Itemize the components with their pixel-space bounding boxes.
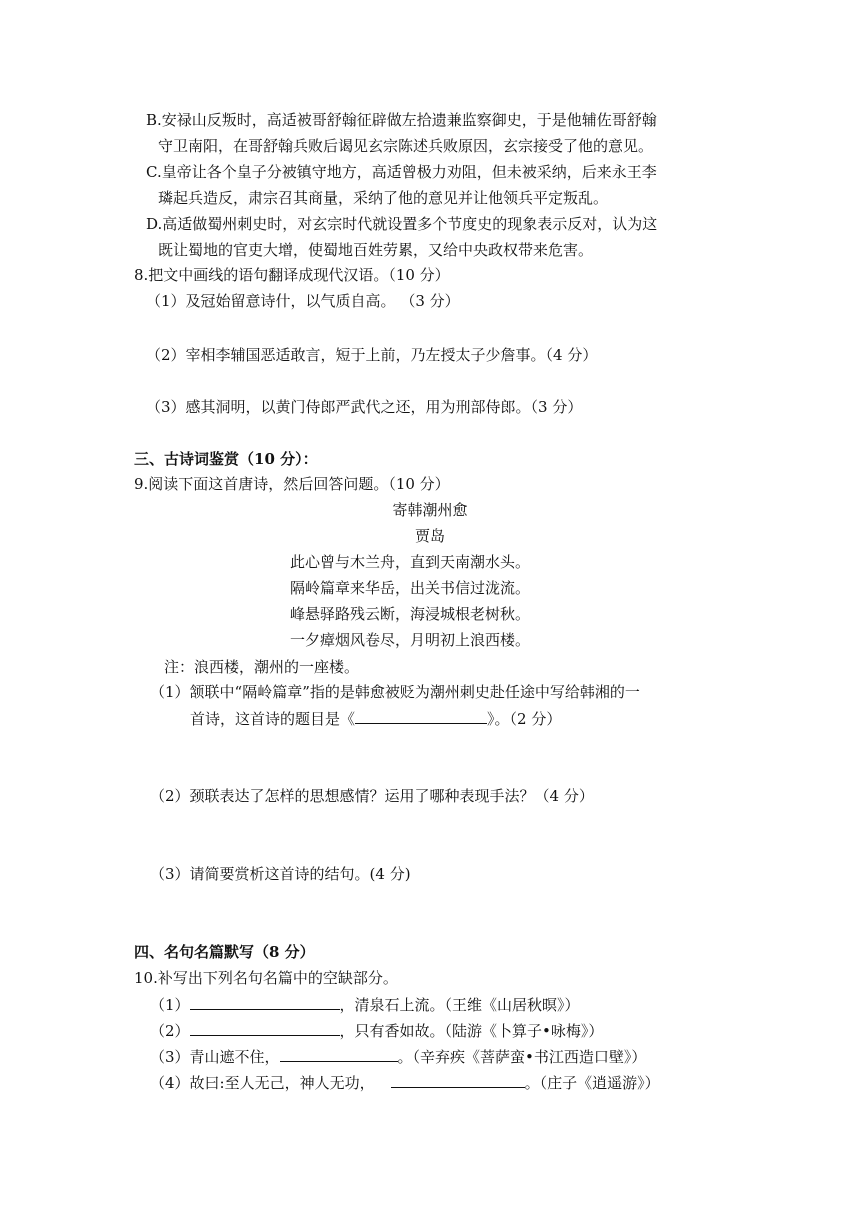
section-4-heading: 四、名句名篇默写（8 分） — [134, 943, 315, 961]
question-9-sub-1-line-1: （1）颔联中“隔岭篇章”指的是韩愈被贬为潮州刺史赴任途中写给韩湘的一 — [150, 683, 640, 701]
option-b-line-1: B.安禄山反叛时，高适被哥舒翰征辟做左拾遗兼监察御史，于是他辅佐哥舒翰 — [146, 111, 657, 129]
option-b-line-2: 守卫南阳，在哥舒翰兵败后谒见玄宗陈述兵败原因，玄宗接受了他的意见。 — [158, 137, 654, 155]
sub-1-text-before: 首诗，这首诗的题目是《 — [190, 710, 356, 728]
answer-blank-2[interactable] — [190, 1020, 340, 1036]
question-9-sub-2: （2）颈联表达了怎样的思想感情？运用了哪种表现手法？（4 分） — [150, 787, 594, 805]
question-9-sub-1-line-2 — [190, 708, 561, 729]
fill-item-4-prefix: （4）故曰:至人无己，神人无功， — [150, 1074, 375, 1092]
answer-blank-4[interactable] — [391, 1072, 525, 1088]
question-8-stem: 8.把文中画线的语句翻译成现代汉语。（10 分） — [134, 266, 450, 284]
poem-line-3: 峰悬驿路残云断，海浸城根老树秋。 — [290, 605, 531, 623]
fill-item-4-suffix: 。（庄子《逍遥游》） — [524, 1074, 660, 1092]
fill-item-1-suffix: ，清泉石上流。（王维《山居秋暝》） — [339, 996, 580, 1014]
poem-line-4: 一夕瘴烟风卷尽，月明初上浪西楼。 — [290, 631, 531, 649]
fill-item-2-prefix: （2） — [150, 1022, 190, 1040]
question-8-sub-3: （3）感其洞明，以黄门侍郎严武代之还，用为刑部侍郎。（3 分） — [146, 398, 583, 416]
section-3-heading: 三、古诗词鉴赏（10 分）： — [134, 450, 318, 468]
question-8-sub-2: （2）宰相李辅国恶适敢言，短于上前，乃左授太子少詹事。（4 分） — [146, 346, 598, 364]
fill-item-3-suffix: 。（辛弃疾《菩萨蛮•书江西造口壁》） — [397, 1048, 647, 1066]
fill-item-1 — [150, 994, 580, 1015]
question-10-stem: 10.补写出下列名句名篇中的空缺部分。 — [134, 969, 398, 987]
option-c-line-1: C.皇帝让各个皇子分被镇守地方，高适曾极力劝阻，但未被采纳，后来永王李 — [146, 163, 657, 181]
fill-item-4 — [150, 1072, 660, 1093]
question-9-sub-3: （3）请简要赏析这首诗的结句。(4 分) — [150, 865, 411, 883]
poem-note: 注：浪西楼，潮州的一座楼。 — [164, 658, 360, 676]
fill-item-1-prefix: （1） — [150, 996, 190, 1014]
option-d-line-2: 既让蜀地的官吏大增，使蜀地百姓劳累，又给中央政权带来危害。 — [158, 241, 594, 259]
fill-item-2-suffix: ，只有香如故。（陆游《卜算子•咏梅》） — [339, 1022, 604, 1040]
option-c-line-2: 璘起兵造反，肃宗召其商量，采纳了他的意见并让他领兵平定叛乱。 — [158, 189, 609, 207]
poem-line-2: 隔岭篇章来华岳，出关书信过泷流。 — [290, 579, 531, 597]
fill-item-3 — [150, 1046, 646, 1067]
option-d-line-1: D.高适做蜀州刺史时，对玄宗时代就设置多个节度史的现象表示反对，认为这 — [146, 215, 658, 233]
answer-blank-3[interactable] — [280, 1046, 398, 1062]
question-8-sub-1: （1）及冠始留意诗什，以气质自高。 （3 分） — [146, 292, 460, 310]
poem-author: 贾岛 — [414, 527, 445, 545]
question-9-stem: 9.阅读下面这首唐诗，然后回答问题。（10 分） — [134, 475, 450, 493]
sub-1-text-after: 》。（2 分） — [487, 710, 562, 728]
answer-blank-1[interactable] — [190, 994, 340, 1010]
answer-blank-poem-title[interactable] — [355, 708, 487, 724]
poem-line-1: 此心曾与木兰舟，直到天南潮水头。 — [290, 553, 531, 571]
fill-item-2 — [150, 1020, 603, 1041]
poem-title: 寄韩潮州愈 — [392, 501, 468, 519]
fill-item-3-prefix: （3）青山遮不住， — [150, 1048, 280, 1066]
